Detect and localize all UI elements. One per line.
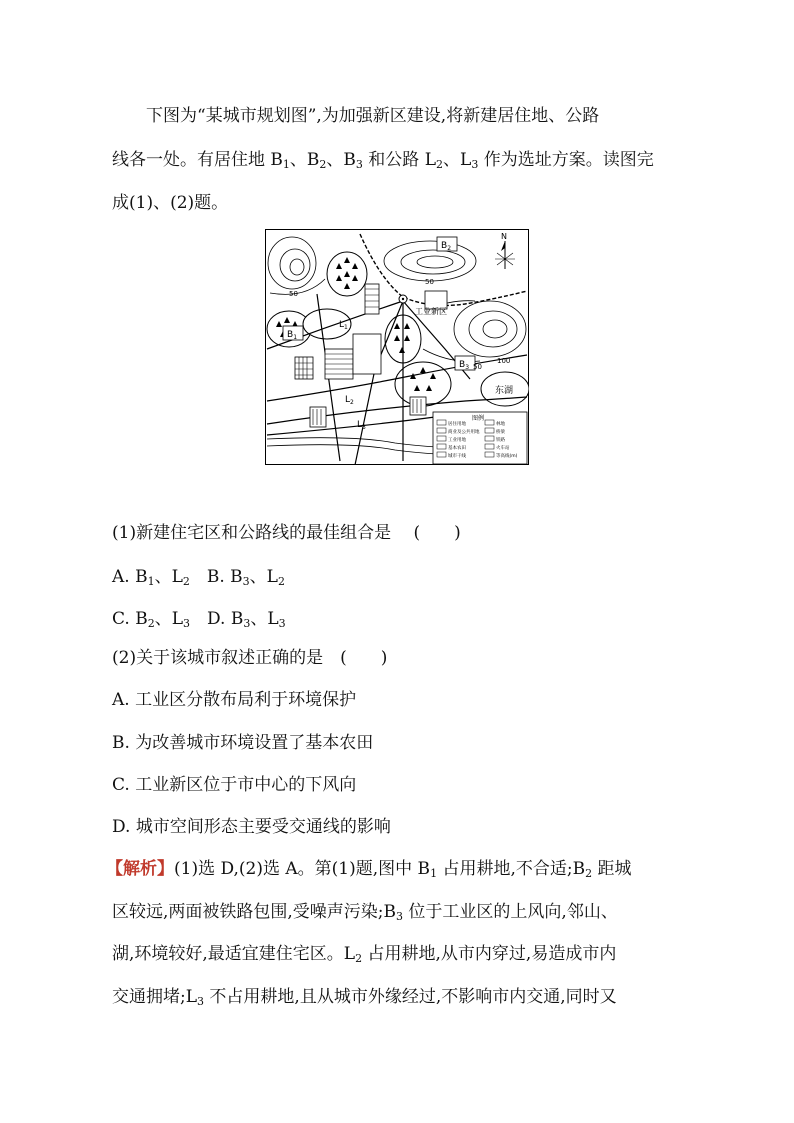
q2-option-c: C. 工业新区位于市中心的下风向 <box>112 775 357 795</box>
q1-stem: (1)新建住宅区和公路线的最佳组合是 ( ) <box>112 523 461 543</box>
label-east-lake: 东湖 <box>495 386 514 396</box>
q2-option-d: D. 城市空间形态主要受交通线的影响 <box>112 817 391 837</box>
legend <box>433 412 527 464</box>
city-plan-map <box>265 229 529 465</box>
q1-options-ab: A. $B_1$、$L_2$ B. $B_3$、$L_2$ <box>112 567 285 588</box>
analysis-tag: 【解析】 <box>106 859 174 879</box>
legend-label: 居住用地 <box>448 422 466 427</box>
label-l3: $L_3$ <box>357 420 366 431</box>
label-b3: $B_3$ <box>459 360 470 371</box>
legend-swatch <box>437 452 446 457</box>
analysis-line-3: 湖,环境较好,最适宜建住宅区。$L_2$ 占用耕地,从市内穿过,易造成市内 <box>112 944 617 965</box>
label-l1: $L_1$ <box>339 320 348 331</box>
legend-label: 基本农田 <box>448 446 466 451</box>
label-l2: $L_2$ <box>345 395 354 406</box>
legend-swatch <box>485 444 494 449</box>
contour-label-50c: 50 <box>473 363 482 371</box>
intro-line-3: 成(1)、(2)题。 <box>112 193 229 213</box>
svg-text:N: N <box>501 232 507 241</box>
legend-label: 桥梁 <box>496 430 505 435</box>
label-b1: $B_1$ <box>287 330 298 341</box>
q2-option-b: B. 为改善城市环境设置了基本农田 <box>112 733 374 753</box>
analysis-line-4: 交通拥堵$;L_3$ 不占用耕地,且从城市外缘经过,不影响市内交通,同时又 <box>112 987 617 1008</box>
analysis-line-2: 区较远,两面被铁路包围,受噪声污染$;B_3$ 位于工业区的上风向,邻山、 <box>112 902 618 923</box>
label-b2: $B_2$ <box>441 241 452 252</box>
legend-swatch <box>437 420 446 425</box>
label-industry: 工业新区 <box>415 307 447 316</box>
legend-swatch <box>485 436 494 441</box>
legend-label: 林地 <box>496 422 505 427</box>
legend-label: 工业用地 <box>448 438 466 443</box>
contour-label-100: 100 <box>497 357 511 365</box>
legend-label: 铁路 <box>496 438 505 443</box>
legend-label: 商业及公共用地 <box>448 430 480 435</box>
legend-swatch <box>485 428 494 433</box>
contour-label-50b: 50 <box>425 278 434 286</box>
legend-title: 图例 <box>472 415 485 422</box>
q1-options-cd: C. $B_2$、$L_3$ D. $B_3$、$L_3$ <box>112 609 286 630</box>
legend-label: 等高线(m) <box>496 454 518 459</box>
intro-line-1: 下图为“某城市规划图”,为加强新区建设,将新建居住地、公路 <box>146 106 600 126</box>
q2-stem: (2)关于该城市叙述正确的是 ( ) <box>112 648 388 668</box>
legend-swatch <box>437 428 446 433</box>
legend-swatch <box>437 436 446 441</box>
legend-swatch <box>485 452 494 457</box>
legend-swatch <box>485 420 494 425</box>
legend-label: 城市干线 <box>448 454 466 459</box>
q2-option-a: A. 工业区分散布局利于环境保护 <box>112 690 357 710</box>
legend-swatch <box>437 444 446 449</box>
intro-line-2: 线各一处。有居住地 $B_1$、$B_2$、$B_3$ 和公路 $L_2$、$L_3$ 作为选址方案。读图完 <box>112 150 654 171</box>
contour-label-50a: 50 <box>289 290 298 298</box>
analysis-line-1: 【解析】(1)选 D,(2)选 A。第(1)题,图中 $B_1$ 占用耕地,不合适$;B_2$ 距城 <box>106 859 632 880</box>
legend-label: 火车站 <box>496 446 510 451</box>
